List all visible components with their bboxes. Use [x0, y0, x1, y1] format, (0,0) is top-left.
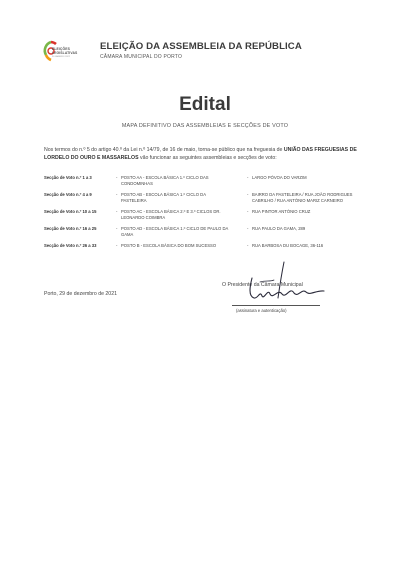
polling-post: POSTO AB - ESCOLA BÁSICA 1.º CICLO DA PASTELEIRA [121, 192, 206, 203]
signature-line [232, 305, 320, 306]
header-subtitle: CÂMARA MUNICIPAL DO PORTO [100, 54, 183, 60]
handwritten-signature [240, 258, 330, 306]
intro-end: vão funcionar as seguintes assembleias e secções de voto: [138, 155, 277, 161]
document-title: Edital [179, 94, 231, 115]
intro-parish: UNIÃO DAS FREGUESIAS DE LORDELO DO OURO E MASSARELOS [44, 147, 357, 161]
logo-subtext: 30 JANEIRO 2022 [52, 56, 70, 58]
post-address: BAIRRO DA PASTELEIRA / RUA JOÃO RODRIGUES CABRILHO / RUA ANTÓNIO MARIZ CARNEIRO [252, 192, 353, 203]
document-header [42, 38, 372, 72]
signer-label: O Presidente da Câmara Municipal [222, 282, 303, 288]
voting-sections-table [44, 175, 366, 260]
table-row [44, 175, 366, 192]
intro-paragraph [44, 146, 374, 162]
section-range: Secção de Voto n.º 26 a 33 [44, 243, 97, 248]
signature-caption: (assinatura e autenticação) [236, 308, 287, 313]
separator: - [247, 226, 249, 231]
polling-post: POSTO AC - ESCOLA BÁSICA 2.º E 3.º CICLOS DR. LEONARDO COIMBRA [121, 209, 221, 220]
polling-post: POSTO AA - ESCOLA BÁSICA 1.º CICLO DAS CONDOMINHAS [121, 175, 209, 186]
table-row [44, 192, 366, 209]
section-range: Secção de Voto n.º 16 a 25 [44, 226, 97, 231]
section-range: Secção de Voto n.º 1 a 3 [44, 175, 92, 180]
post-address: RUA BARBOSA DU BOCAGE, 36-116 [252, 243, 324, 248]
separator: - [247, 243, 249, 248]
separator: - [247, 192, 249, 197]
document-date: Porto, 29 de dezembro de 2021 [44, 291, 117, 297]
separator: - [116, 192, 118, 197]
separator: - [116, 226, 118, 231]
separator: - [116, 243, 118, 248]
logo-text: ELEIÇÕES LEGISLATIVAS [52, 47, 78, 55]
table-row [44, 209, 366, 226]
polling-post: POSTO AD - ESCOLA BÁSICA 1.º CICLO DE PAULO DA GAMA [121, 226, 229, 237]
post-address: LARGO PÓVOA DO VARZIM [252, 175, 307, 180]
polling-post: POSTO B - ESCOLA BÁSICA DO BOM SUCESSO [121, 243, 217, 248]
header-title: ELEIÇÃO DA ASSEMBLEIA DA REPÚBLICA [100, 41, 302, 52]
separator: - [116, 175, 118, 180]
separator: - [116, 209, 118, 214]
section-range: Secção de Voto n.º 10 a 15 [44, 209, 97, 214]
separator: - [247, 175, 249, 180]
post-address: RUA PAULO DA GAMA, 289 [252, 226, 306, 231]
intro-start: Nos termos do n.º 5 do artigo 40.º da Lei n.º 14/79, de 16 de maio, torna-se público que na freguesia de [44, 147, 284, 153]
separator: - [247, 209, 249, 214]
section-range: Secção de Voto n.º 4 a 9 [44, 192, 92, 197]
post-address: RUA PINTOR ANTÓNIO CRUZ [252, 209, 311, 214]
document-subheading: MAPA DEFINITIVO DAS ASSEMBLEIAS E SECÇÕES DE VOTO [121, 123, 289, 129]
table-row [44, 226, 366, 243]
